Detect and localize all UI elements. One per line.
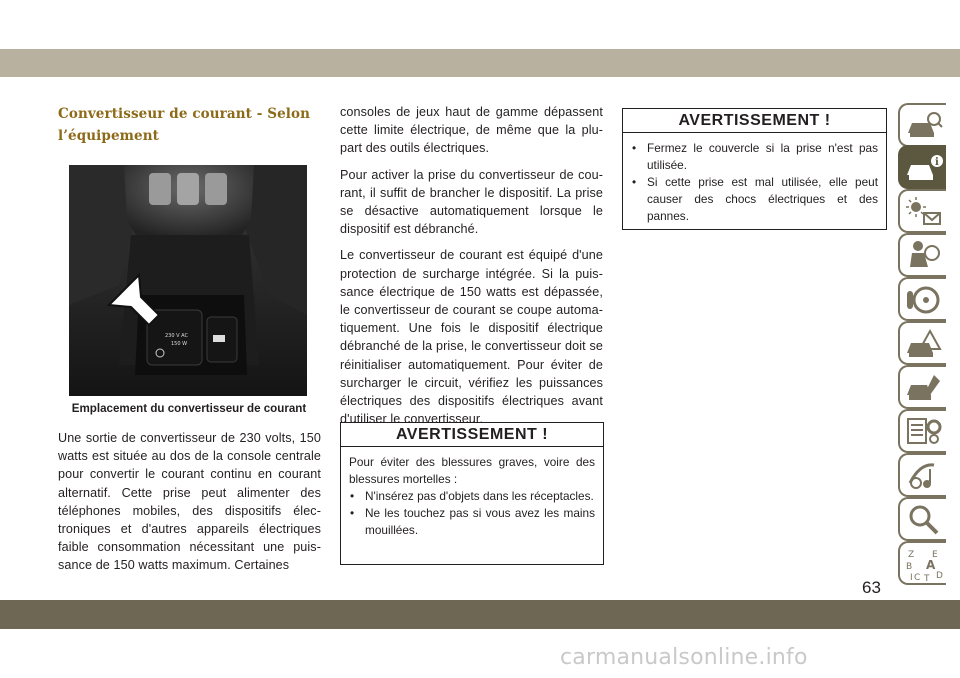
watermark: carmanualsonline.info: [560, 645, 808, 670]
warning-box: [340, 422, 604, 565]
warning-item: • Si cette prise est mal utilisée, elle peut causer des chocs électriques et des pannes.: [631, 174, 878, 225]
car-info-icon: [904, 151, 944, 185]
airbag-occupant-icon: [904, 239, 944, 273]
car-service-wrench-icon: [904, 371, 944, 405]
warning-item: • N'insérez pas d'objets dans les réceptacles.: [349, 488, 595, 505]
paragraph: Pour activer la prise du convertisseur de cou-rant, il suffit de brancher le dispositif. La prise se désactive automatiquement lorsque le dispositif est débranché.: [340, 167, 603, 237]
warning-item: • Ne les touchez pas si vous avez les mains mouillées.: [349, 505, 595, 539]
header-band: [0, 49, 960, 77]
specifications-gear-icon: [904, 415, 944, 449]
warning-item: • Fermez le couvercle si la prise n'est pas utilisée.: [631, 140, 878, 174]
warning-box: [622, 108, 887, 230]
column-left: [58, 103, 321, 147]
index-letter: I: [910, 573, 913, 583]
road-emergency-icon: [904, 327, 944, 361]
index-letter: D: [936, 571, 943, 581]
tab-multimedia[interactable]: [898, 453, 946, 497]
tab-warning-lights[interactable]: [898, 189, 946, 233]
footer-band: [0, 600, 960, 629]
index-letter: E: [932, 550, 938, 560]
index-letter: C: [914, 573, 921, 583]
index-letter: A: [926, 558, 936, 572]
tab-safety[interactable]: [898, 233, 946, 277]
section-title: [58, 103, 321, 147]
column-middle: [340, 103, 603, 436]
tab-search[interactable]: [898, 497, 946, 541]
paragraph: Le convertisseur de courant est équipé d'une protection de surcharge intégrée. Si la puis-sance électrique de 150 watts est dépassée, le convertisseur de courant se coupe automa-tiquement. Une fois le dispositif électrique débranché de la prise, le convertisseur doit se réinitialiser automatiquement. Pour éviter de surcharger le circuit, vérifiez les puissances électriques des dispositifs électriques avant d'utiliser le convertisseur.: [340, 248, 603, 427]
column-left-body: [58, 429, 321, 583]
index-letter: B: [906, 562, 913, 572]
index-letter: T: [924, 574, 930, 583]
tab-car-inspect[interactable]: [898, 103, 946, 147]
section-title-line2: l’équipement: [58, 128, 159, 144]
tab-specifications[interactable]: [898, 409, 946, 453]
tab-servicing[interactable]: [898, 365, 946, 409]
tab-index[interactable]: [898, 541, 946, 585]
index-letters-icon: [904, 547, 944, 583]
search-icon: [904, 503, 944, 537]
page-number: 63: [862, 578, 881, 597]
inverter-location-photo: [69, 165, 307, 396]
outlet-label-power: 150 W: [171, 341, 188, 347]
tab-emergency[interactable]: [898, 321, 946, 365]
paragraph: Une sortie de convertisseur de 230 volts, 150 watts est située au dos de la console centrale pour convertir le courant continu en courant alternatif. Cette prise peut alimenter des téléphones mobiles, des dispositifs élec-troniques et d'autres appareils électriques faible consommation nécessitant une puis-sance de 150 watts maximum. Certaines: [58, 431, 321, 573]
svg-text:i: i: [935, 157, 939, 168]
tab-starting-operating[interactable]: [898, 277, 946, 321]
car-inspect-icon: [904, 109, 944, 143]
warning-heading: AVERTISSEMENT !: [623, 109, 886, 133]
warning-light-message-icon: [904, 195, 944, 229]
warning-heading: AVERTISSEMENT !: [341, 423, 603, 447]
index-letter: Z: [908, 550, 915, 560]
warning-intro: Pour éviter des blessures graves, voire des blessures mortelles :: [349, 455, 595, 486]
tab-car-info[interactable]: [898, 145, 946, 189]
steering-wheel-start-icon: [904, 283, 944, 317]
section-title-line1: Convertisseur de courant - Selon: [58, 106, 311, 122]
multimedia-music-icon: [904, 459, 944, 493]
photo-caption: Emplacement du convertisseur de courant: [71, 402, 307, 415]
outlet-label-voltage: 230 V AC: [165, 333, 188, 339]
paragraph: consoles de jeux haut de gamme dépassent cette limite électrique, de même que la plu-part des outils électriques.: [340, 105, 603, 156]
